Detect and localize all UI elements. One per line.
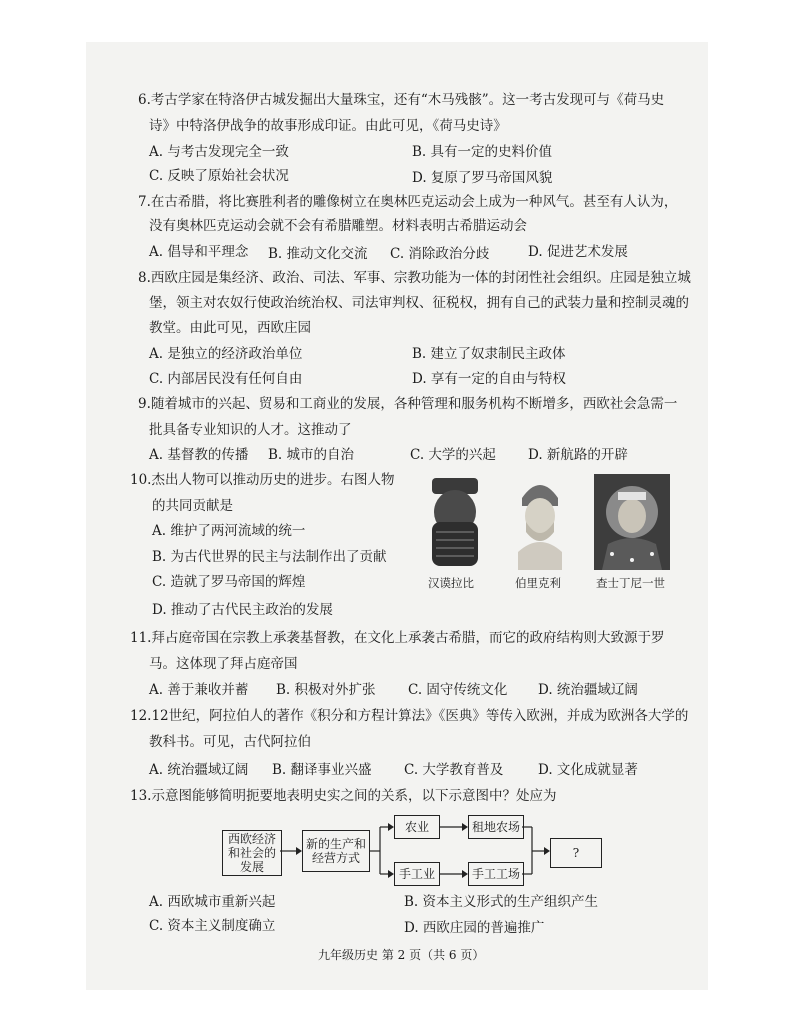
q7-option-a[interactable]: A. 倡导和平理念: [149, 244, 249, 260]
justinian-mosaic: [594, 474, 670, 570]
caption-justinian: 查士丁尼一世: [596, 576, 665, 590]
q10-stem-line1: 10.杰出人物可以推动历史的进步。右图人物: [130, 472, 395, 488]
q12-option-a[interactable]: A. 统治疆域辽阔: [149, 762, 249, 778]
q9-stem-line2: 批具备专业知识的人才。这推动了: [149, 422, 352, 438]
q8-option-d[interactable]: D. 享有一定的自由与特权: [412, 371, 566, 387]
q9-option-c[interactable]: C. 大学的兴起: [410, 447, 496, 463]
q6-stem-line1: 6.考古学家在特洛伊古城发掘出大量珠宝，还有“木马残骸”。这一考古发现可与《荷马史: [138, 92, 665, 108]
q11-stem-line1: 11.拜占庭帝国在宗教上承袭基督教，在文化上承袭古希腊，而它的政府结构则大致源于罗: [130, 630, 665, 646]
q7-option-d[interactable]: D. 促进艺术发展: [528, 244, 628, 260]
q7-stem-line2: 没有奥林匹克运动会就不会有希腊雕塑。材料表明古希腊运动会: [149, 218, 527, 234]
caption-hammurabi: 汉谟拉比: [428, 576, 474, 590]
diagram-box-agriculture: 农业: [394, 815, 440, 839]
q11-stem-line2: 马。这体现了拜占庭帝国: [149, 656, 298, 672]
diagram-box-manufactory: 手工工场: [468, 862, 524, 886]
q13-option-d[interactable]: D. 西欧庄园的普遍推广: [404, 920, 545, 936]
q8-stem-line1: 8.西欧庄园是集经济、政治、司法、军事、宗教功能为一体的封闭性社会组织。庄园是独立城: [138, 270, 691, 286]
q11-option-b[interactable]: B. 积极对外扩张: [276, 682, 376, 698]
q12-option-c[interactable]: C. 大学教育普及: [404, 762, 504, 778]
q7-option-c[interactable]: C. 消除政治分歧: [390, 246, 490, 262]
q6-option-b[interactable]: B. 具有一定的史料价值: [412, 144, 553, 160]
q13-option-b[interactable]: B. 资本主义形式的生产组织产生: [404, 894, 599, 910]
q12-stem-line2: 教科书。可见，古代阿拉伯: [149, 734, 311, 750]
q10-option-c[interactable]: C. 造就了罗马帝国的辉煌: [152, 574, 306, 590]
diagram-box-tenant-farm: 租地农场: [468, 815, 524, 839]
q11-option-a[interactable]: A. 善于兼收并蓄: [149, 682, 249, 698]
q6-stem-line2: 诗》中特洛伊战争的故事形成印证。由此可见，《荷马史诗》: [149, 118, 507, 134]
q10-option-b[interactable]: B. 为古代世界的民主与法制作出了贡献: [152, 549, 387, 565]
q10-option-d[interactable]: D. 推动了古代民主政治的发展: [152, 602, 333, 618]
q8-option-b[interactable]: B. 建立了奴隶制民主政体: [412, 346, 566, 362]
q12-option-d[interactable]: D. 文化成就显著: [538, 762, 638, 778]
q13-option-c[interactable]: C. 资本主义制度确立: [149, 918, 276, 934]
page-footer: 九年级历史 第 2 页（共 6 页）: [318, 948, 485, 962]
q6-option-d[interactable]: D. 复原了罗马帝国风貌: [412, 170, 553, 186]
diagram-box-handicraft: 手工业: [394, 862, 440, 886]
q11-option-c[interactable]: C. 固守传统文化: [408, 682, 508, 698]
hammurabi-portrait: [418, 474, 492, 570]
caption-pericles: 伯里克利: [515, 576, 561, 590]
diagram-box-new-production-mode: 新的生产和经营方式: [302, 830, 370, 872]
q12-stem-line1: 12.12世纪，阿拉伯人的著作《积分和方程计算法》《医典》等传入欧洲，并成为欧洲各大学的: [130, 708, 689, 724]
q9-stem-line1: 9.随着城市的兴起、贸易和工商业的发展，各种管理和服务机构不断增多，西欧社会急需一: [138, 396, 678, 412]
diagram-box-question[interactable]: ?: [550, 838, 602, 868]
q11-option-d[interactable]: D. 统治疆域辽阔: [538, 682, 638, 698]
q8-stem-line2: 堡，领主对农奴行使政治统治权、司法审判权、征税权，拥有自己的武装力量和控制灵魂的: [149, 295, 689, 311]
q12-option-b[interactable]: B. 翻译事业兴盛: [272, 762, 372, 778]
pericles-bust: [508, 472, 572, 570]
q13-option-a[interactable]: A. 西欧城市重新兴起: [149, 894, 276, 910]
q7-option-b[interactable]: B. 推动文化交流: [268, 246, 368, 262]
q8-stem-line3: 教堂。由此可见，西欧庄园: [149, 320, 311, 336]
q8-option-c[interactable]: C. 内部居民没有任何自由: [149, 371, 303, 387]
diagram-box-western-europe-development: 西欧经济和社会的发展: [222, 830, 282, 876]
q8-option-a[interactable]: A. 是独立的经济政治单位: [149, 346, 303, 362]
q13-stem: 13.示意图能够简明扼要地表明史实之间的关系，以下示意图中？处应为: [130, 788, 557, 804]
q6-option-a[interactable]: A. 与考古发现完全一致: [149, 144, 289, 160]
q6-option-c[interactable]: C. 反映了原始社会状况: [149, 168, 289, 184]
q7-stem-line1: 7.在古希腊，将比赛胜利者的雕像树立在奥林匹克运动会上成为一种风气。甚至有人认为，: [138, 194, 678, 210]
q9-option-a[interactable]: A. 基督教的传播: [149, 447, 249, 463]
q9-option-b[interactable]: B. 城市的自治: [268, 447, 355, 463]
q10-option-a[interactable]: A. 维护了两河流域的统一: [152, 523, 306, 539]
q10-stem-line2: 的共同贡献是: [152, 498, 233, 514]
q9-option-d[interactable]: D. 新航路的开辟: [528, 447, 628, 463]
